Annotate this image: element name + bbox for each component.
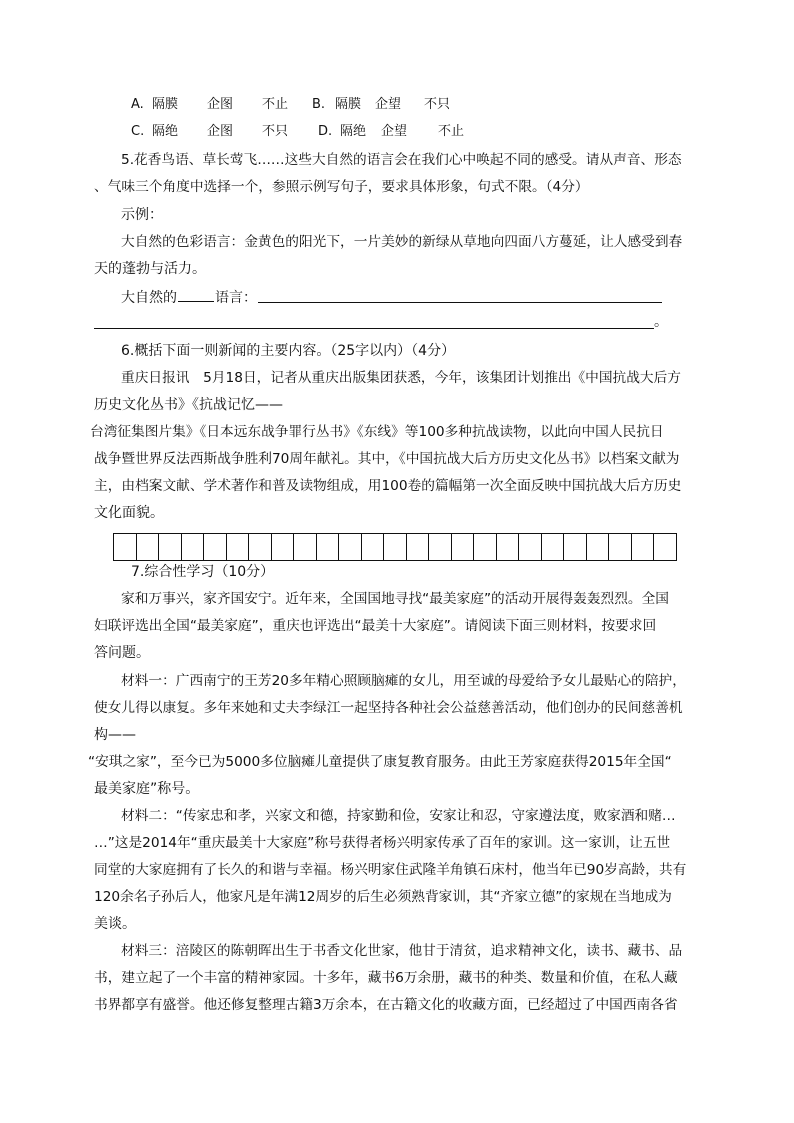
q6-answer-cell[interactable] <box>182 533 205 561</box>
q7-intro-line: 答问题。 <box>94 645 150 661</box>
option-a-letter: A. <box>131 97 144 112</box>
q6-answer-cell[interactable] <box>384 533 407 561</box>
q6-title: 6.概括下面一则新闻的主要内容。（25字以内）（4分） <box>121 343 456 359</box>
option-d-word2: 企望 <box>381 124 408 139</box>
q6-news-line: 主，由档案文献、学术著作和普及读物组成，用100卷的篇幅第一次全面反映中国抗战大后方历史 <box>94 478 682 494</box>
option-c-word2: 企图 <box>207 124 234 139</box>
option-a-word1: 隔膜 <box>152 97 179 112</box>
q5-example-label: 示例： <box>121 207 163 223</box>
q5-answer-end: 。 <box>654 314 668 330</box>
option-c-word1: 隔绝 <box>152 124 179 139</box>
q6-answer-cell[interactable] <box>204 533 227 561</box>
q5-example-line1: 大自然的色彩语言：金黄色的阳光下，一片美妙的新绿从草地向四面八方蔓延，让人感受到春 <box>121 234 683 250</box>
q7-intro-line: 家和万事兴，家齐国安宁。近年来，全国国地寻找“最美家庭”的活动开展得轰轰烈烈。全国 <box>121 591 669 607</box>
q6-answer-cell[interactable] <box>272 533 295 561</box>
q6-answer-cell[interactable] <box>497 533 520 561</box>
q6-answer-cell[interactable] <box>609 533 632 561</box>
q6-answer-cell[interactable] <box>249 533 272 561</box>
q7-material3-line: 材料三：涪陵区的陈朝晖出生于书香文化世家，他甘于清贫，追求精神文化，读书、藏书、品 <box>121 943 683 959</box>
q7-material2-line: 120余名子孙后人，他家凡是年满12周岁的后生必须熟背家训，其“齐家立德”的家规在当地成为 <box>94 889 672 905</box>
option-d-letter: D. <box>318 124 333 139</box>
q5-answer-rule-1[interactable] <box>258 302 662 303</box>
q6-news-line: 历史文化丛书》《抗战记忆—— <box>94 397 283 413</box>
q6-answer-cell[interactable] <box>654 533 677 561</box>
option-b-letter: B. <box>312 97 326 112</box>
q5-prompt-line2: 、气味三个角度中选择一个，参照示例写句子，要求具体形象，句式不限。（4分） <box>94 179 589 195</box>
q5-example-line2: 天的蓬勃与活力。 <box>94 261 206 277</box>
q5-prompt-line1: 5.花香鸟语、草长莺飞……这些大自然的语言会在我们心中唤起不同的感受。请从声音、形态 <box>121 152 682 168</box>
q6-answer-cell[interactable] <box>159 533 182 561</box>
option-b-word3: 不只 <box>424 97 451 112</box>
q6-answer-cell[interactable] <box>362 533 385 561</box>
option-b-word1: 隔膜 <box>335 97 362 112</box>
option-b-word2: 企望 <box>375 97 402 112</box>
q6-answer-cell[interactable] <box>452 533 475 561</box>
q7-material3-line: 书，建立起了一个丰富的精神家园。十多年，藏书6万余册，藏书的种类、数量和价值，在私人藏 <box>94 970 678 986</box>
q6-answer-cell[interactable] <box>474 533 497 561</box>
q6-answer-cell[interactable] <box>564 533 587 561</box>
q6-news-line: 台湾征集图片集》《日本远东战争罪行丛书》《东线》等100多种抗战读物，以此向中国人民抗日 <box>90 424 664 440</box>
q6-answer-cell[interactable] <box>339 533 362 561</box>
q7-material2-line: 美谈。 <box>94 916 136 932</box>
q6-answer-cell[interactable] <box>519 533 542 561</box>
q5-answer-rule-2[interactable] <box>94 328 654 329</box>
q6-answer-cell[interactable] <box>407 533 430 561</box>
q6-answer-cell[interactable] <box>317 533 340 561</box>
q7-intro-line: 妇联评选出全国“最美家庭”，重庆也评选出“最美十大家庭”。请阅读下面三则材料，按要求回 <box>94 618 657 634</box>
q6-answer-cell[interactable] <box>587 533 610 561</box>
option-d-word3: 不止 <box>438 124 465 139</box>
q6-news-line: 重庆日报讯 5月18日，记者从重庆出版集团获悉，今年，该集团计划推出《中国抗战大后方 <box>121 370 681 386</box>
option-a-word3: 不止 <box>262 97 289 112</box>
q7-material1-line: “安琪之家”，至今已为5000多位脑瘫儿童提供了康复教育服务。由此王芳家庭获得2015年全国“ <box>88 754 672 770</box>
q6-answer-grid[interactable] <box>113 533 677 561</box>
q6-answer-cell[interactable] <box>137 533 160 561</box>
q7-material2-line: …”这是2014年“重庆最美十大家庭”称号获得者杨兴明家传承了百年的家训。这一家训，让五世 <box>94 835 671 851</box>
option-d-word1: 隔绝 <box>340 124 367 139</box>
q6-answer-cell[interactable] <box>542 533 565 561</box>
q5-sense-blank[interactable] <box>178 287 214 302</box>
q5-answer-line <box>121 287 257 308</box>
q6-news-line: 战争暨世界反法西斯战争胜利70周年献礼。其中，《中国抗战大后方历史文化丛书》以档案文献为 <box>94 451 680 467</box>
q6-answer-cell[interactable] <box>632 533 655 561</box>
option-a-word2: 企图 <box>207 97 234 112</box>
option-c-letter: C. <box>131 124 145 139</box>
option-c-word3: 不只 <box>262 124 289 139</box>
q6-answer-cell[interactable] <box>227 533 250 561</box>
q5-answer-mid: 语言： <box>215 290 257 306</box>
q7-material1-line: 最美家庭”称号。 <box>94 781 200 797</box>
q7-material2-line: 材料二：“传家忠和孝，兴家文和德，持家勤和俭，安家让和忍，守家遵法度，败家酒和赌… <box>121 808 676 824</box>
q6-answer-cell[interactable] <box>429 533 452 561</box>
q7-material1-line: 构—— <box>94 727 136 743</box>
q7-material3-line: 书界都享有盛誉。他还修复整理古籍3万余本，在古籍文化的收藏方面，已经超过了中国西南各省 <box>94 997 678 1013</box>
q7-title: 7.综合性学习（10分） <box>131 564 275 580</box>
q6-answer-cell[interactable] <box>294 533 317 561</box>
q5-answer-prefix: 大自然的 <box>121 290 177 306</box>
q7-material2-line: 同堂的大家庭拥有了长久的和谐与幸福。杨兴明家住武隆羊角镇石床村，他当年已90岁高龄，共有 <box>94 862 687 878</box>
q7-material1-line: 使女儿得以康复。多年来她和丈夫李绿江一起坚持各种社会公益慈善活动，他们创办的民间慈善机 <box>94 700 683 716</box>
q7-material1-line: 材料一：广西南宁的王芳20多年精心照顾脑瘫的女儿，用至诚的母爱给予女儿最贴心的陪护， <box>121 673 686 689</box>
q6-answer-cell[interactable] <box>114 533 137 561</box>
q6-news-line: 文化面貌。 <box>94 505 164 521</box>
